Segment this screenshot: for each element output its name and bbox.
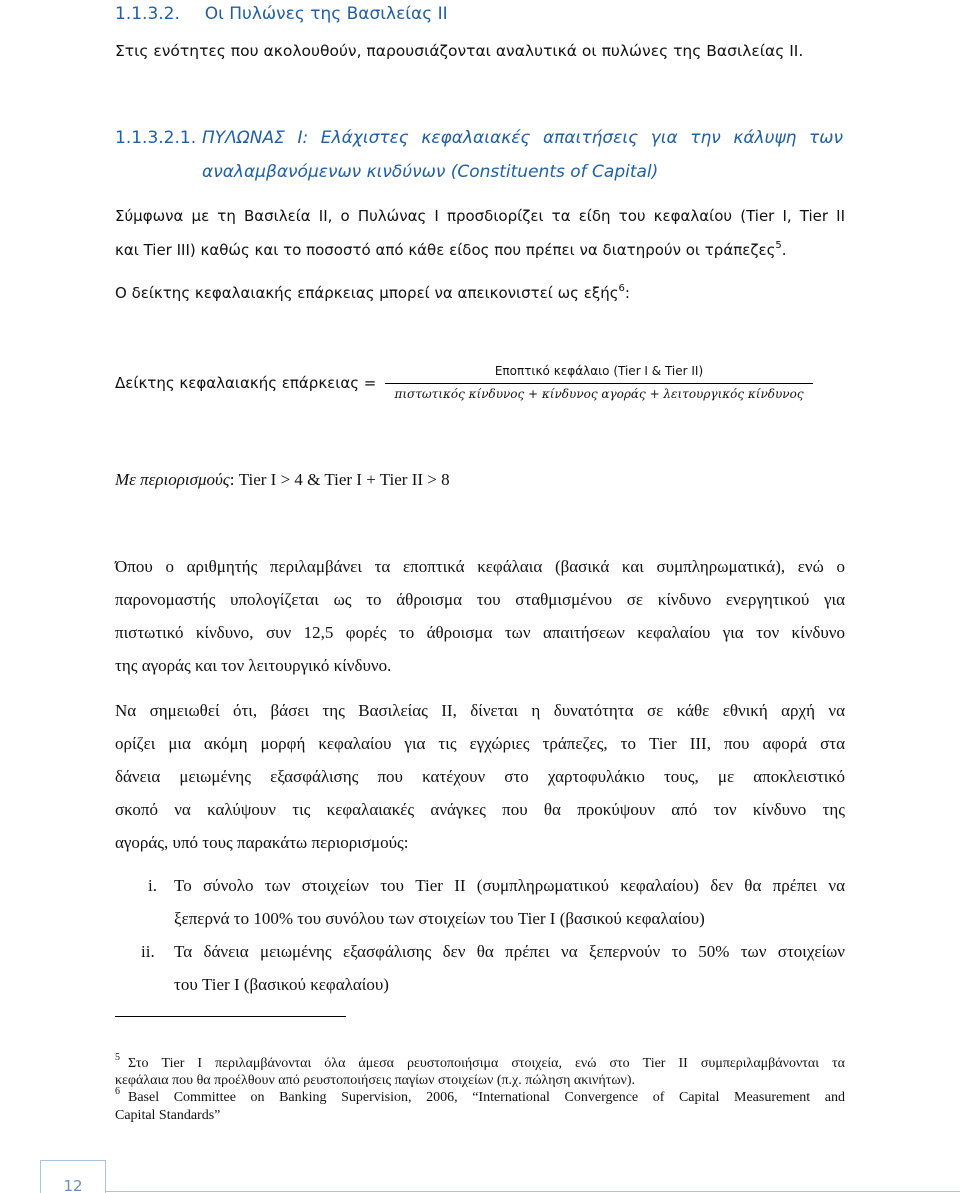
footnote-5-line1: Στο Tier I περιλαμβάνονται όλα άμεσα ρευστοποιήσιμα στοιχεία, ενώ στο Tier II συμπεριλαμβάνονται τα: [128, 1056, 845, 1071]
fraction-line: [385, 383, 813, 384]
paragraph2-line1: Όπου ο αριθμητής περιλαμβάνει τα εποπτικά κεφάλαια (βασικά και συμπληρωματικά), ενώ ο: [115, 557, 845, 576]
footnote-5-line2: κεφάλαια που θα προέλθουν από ρευστοποιήσεις παγίων στοιχείων (π.χ. πώληση ακινήτων).: [115, 1073, 636, 1088]
footnote-6-mark: 6: [115, 1086, 120, 1097]
footnote-6-line1: Basel Committee on Banking Supervision, 2006, “International Convergence of Capital Measurement and: [128, 1090, 845, 1105]
paragraph2-line2: παρονομαστής υπολογίζεται ως το άθροισμα του σταθμισμένου σε κίνδυνο ενεργητικού για: [115, 590, 845, 609]
list-item-ii-line1: Τα δάνεια μειωμένης εξασφάλισης δεν θα πρέπει να ξεπερνούν το 50% των στοιχείων: [174, 942, 845, 961]
paragraph3-line5: αγοράς, υπό τους παρακάτω περιορισμούς:: [115, 833, 409, 852]
list-marker-i: i.: [148, 876, 157, 895]
subsection-title-line2: αναλαμβανόμενων κινδύνων (Constituents of Capital): [202, 162, 659, 182]
section-heading: [115, 4, 448, 24]
constraints-text: : Tier I > 4 & Tier I + Tier II > 8: [229, 470, 450, 489]
paragraph3-line4: σκοπό να καλύψουν τις κεφαλαιακές ανάγκες που θα προκύψουν από τον κίνδυνο της: [115, 800, 845, 819]
paragraph1-line2: και Tier III) καθώς και το ποσοστό από κάθε είδος που πρέπει να διατηρούν οι τράπεζες$^5$.: [115, 240, 787, 259]
paragraph2-line4: της αγοράς και τον λειτουργικό κίνδυνο.: [115, 656, 392, 675]
footnote-5-mark: 5: [115, 1052, 120, 1063]
constraints: [115, 470, 450, 490]
formula-denominator: πιστωτικός κίνδυνος + κίνδυνος αγοράς + λειτουργικός κίνδυνος: [394, 387, 804, 401]
paragraph3-line2: ορίζει μια ακόμη μορφή κεφαλαίου για τις εγχώριες τράπεζες, το Tier III, που αφορά στα: [115, 734, 845, 753]
list-item-i-line2: ξεπερνά το 100% του συνόλου των στοιχείων του Tier I (βασικού κεφαλαίου): [174, 909, 705, 928]
section-title: Οι Πυλώνες της Βασιλείας ΙΙ: [204, 4, 448, 24]
section-intro: Στις ενότητες που ακολουθούν, παρουσιάζονται αναλυτικά οι πυλώνες της Βασιλείας ΙΙ.: [115, 42, 804, 60]
formula-lhs: Δείκτης κεφαλαιακής επάρκειας =: [115, 374, 377, 392]
formula-numerator: Εποπτικό κεφάλαιο (Tier I & Tier II): [494, 364, 704, 378]
paragraph2-line3: πιστωτικό κίνδυνο, συν 12,5 φορές το άθροισμα των απαιτήσεων κεφαλαίου για τον κίνδυνο: [115, 623, 845, 642]
footnote-ref-5: 5: [775, 240, 782, 251]
subsection-title-line1: ΠΥΛΩΝΑΣ Ι: Ελάχιστες κεφαλαιακές απαιτήσεις για την κάλυψη των: [202, 128, 843, 148]
page-number: 12: [63, 1177, 83, 1193]
list-item-ii-line2: του Tier I (βασικού κεφαλαίου): [174, 975, 389, 994]
list-item-i-line1: Το σύνολο των στοιχείων του Tier II (συμπληρωματικού κεφαλαίου) δεν θα πρέπει να: [174, 876, 845, 895]
paragraph1-line3: Ο δείκτης κεφαλαιακής επάρκειας μπορεί να απεικονιστεί ως εξής$^6$:: [115, 283, 630, 302]
footnote-separator: [115, 1016, 346, 1017]
paragraph3-line1: Να σημειωθεί ότι, βάσει της Βασιλείας ΙΙ, δίνεται η δυνατότητα σε κάθε εθνική αρχή να: [115, 701, 845, 720]
paragraph3-line3: δάνεια μειωμένης εξασφάλισης που κατέχουν στο χαρτοφυλάκιο τους, με αποκλειστικό: [115, 767, 845, 786]
subsection-number: 1.1.3.2.1.: [115, 128, 197, 148]
page-footer-rule: [106, 1191, 960, 1192]
paragraph1-line1: Σύμφωνα με τη Βασιλεία ΙΙ, ο Πυλώνας Ι προσδιορίζει τα είδη του κεφαλαίου (Tier I, Tier II: [115, 207, 845, 225]
footnote-ref-6: 6: [618, 283, 625, 294]
footnote-6-line2: Capital Standards”: [115, 1108, 221, 1123]
section-number: 1.1.3.2.: [115, 4, 180, 24]
constraints-label: Με περιορισμούς: [115, 470, 230, 489]
list-marker-ii: ii.: [141, 942, 155, 961]
